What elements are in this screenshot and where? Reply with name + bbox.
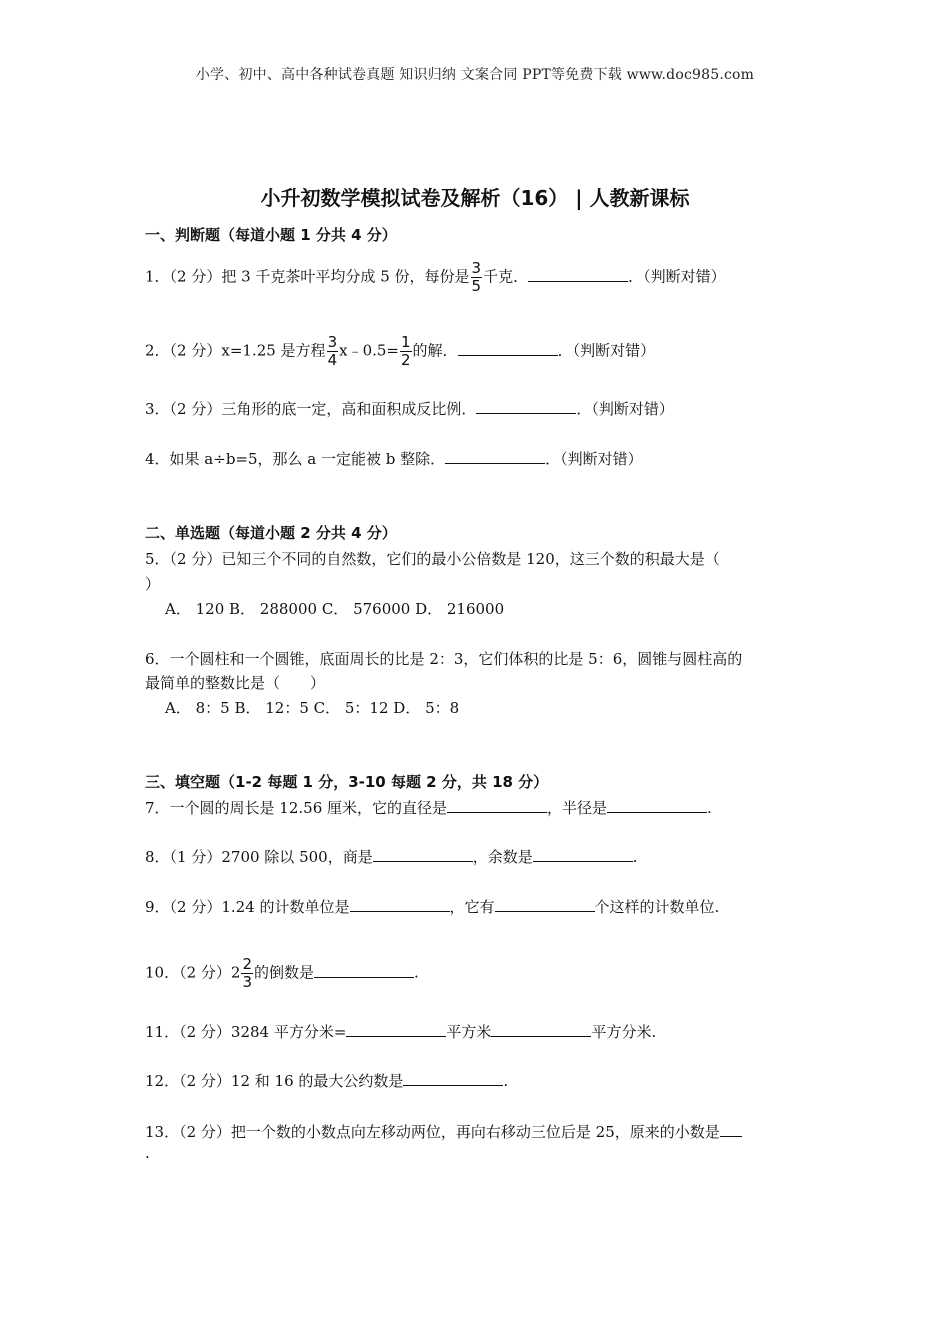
question-12: 12．（2 分）12 和 16 的最大公约数是 . [145, 1072, 509, 1090]
question-1-text: 1．（2 分）把 3 千克茶叶平均分成 5 份，每份是 [145, 267, 470, 286]
answer-blank[interactable] [346, 1022, 446, 1037]
question-1: 1．（2 分）把 3 千克茶叶平均分成 5 份，每份是 $\frac{3}{5}$ 千克． ．（判断对错） [145, 259, 726, 295]
question-10: 10．（2 分）2 $\frac{2}{3}$ 的倒数是 . [145, 955, 419, 991]
answer-blank[interactable] [314, 963, 414, 978]
question-6-continued: 最简单的整数比是（ ） [145, 674, 326, 692]
question-6-options[interactable]: A． 8：5 B． 12：5 C． 5：12 D． 5：8 [165, 699, 460, 717]
question-8: 8．（1 分）2700 除以 500，商是 ，余数是 . [145, 848, 638, 866]
question-2: 2．（2 分）x=1.25 是方程 $\frac{3}{4}$ x﹣0.5= $\frac{1}{2}$ 的解． ．（判断对错） [145, 333, 656, 369]
answer-blank[interactable] [403, 1071, 503, 1086]
question-13: 13．（2 分）把一个数的小数点向左移动两位，再向右移动三位后是 25，原来的小数是 [145, 1121, 742, 1142]
question-6: 6．一个圆柱和一个圆锥，底面周长的比是 2：3，它们体积的比是 5：6，圆锥与圆柱高的 [145, 650, 743, 668]
section-heading-fill-in: 三、填空题（1-2 每题 1 分，3-10 每题 2 分，共 18 分） [145, 773, 549, 791]
answer-blank[interactable] [458, 341, 558, 356]
section-heading-single-choice: 二、单选题（每道小题 2 分共 4 分） [145, 524, 397, 542]
answer-blank[interactable] [495, 897, 595, 912]
question-5-options[interactable]: A． 120 B． 288000 C． 576000 D． 216000 [165, 600, 505, 618]
question-13-continued: . [145, 1144, 150, 1162]
question-7: 7．一个圆的周长是 12.56 厘米，它的直径是 ，半径是 . [145, 799, 712, 817]
answer-blank[interactable] [528, 267, 628, 282]
answer-blank[interactable] [476, 399, 576, 414]
page-header: 小学、初中、高中各种试卷真题 知识归纳 文案合同 PPT等免费下载 www.doc985.com [195, 67, 755, 83]
section-heading-true-false: 一、判断题（每道小题 1 分共 4 分） [145, 226, 397, 244]
answer-blank[interactable] [607, 798, 707, 813]
question-4: 4．如果 a÷b=5，那么 a 一定能被 b 整除． ．（判断对错） [145, 450, 643, 468]
question-11: 11．（2 分）3284 平方分米= 平方米 平方分米. [145, 1023, 657, 1041]
answer-blank[interactable] [447, 798, 547, 813]
fraction: $\frac{1}{2}$ [401, 333, 411, 369]
page-title: 小升初数学模拟试卷及解析（16） | 人教新课标 [260, 186, 690, 210]
answer-blank[interactable] [350, 897, 450, 912]
answer-blank[interactable] [533, 847, 633, 862]
answer-blank[interactable] [445, 449, 545, 464]
fraction: $\frac{3}{4}$ [327, 333, 338, 369]
question-3: 3．（2 分）三角形的底一定，高和面积成反比例． ．（判断对错） [145, 400, 674, 418]
question-5-continued: ） [145, 575, 161, 593]
answer-blank[interactable] [491, 1022, 591, 1037]
question-5: 5．（2 分）已知三个不同的自然数，它们的最小公倍数是 120，这三个数的积最大是（ [145, 550, 720, 568]
answer-blank[interactable] [720, 1122, 742, 1137]
question-9: 9．（2 分）1.24 的计数单位是 ，它有 个这样的计数单位. [145, 898, 720, 916]
answer-blank[interactable] [373, 847, 473, 862]
fraction: $\frac{3}{5}$ [471, 259, 482, 295]
fraction: $\frac{2}{3}$ [242, 955, 252, 991]
